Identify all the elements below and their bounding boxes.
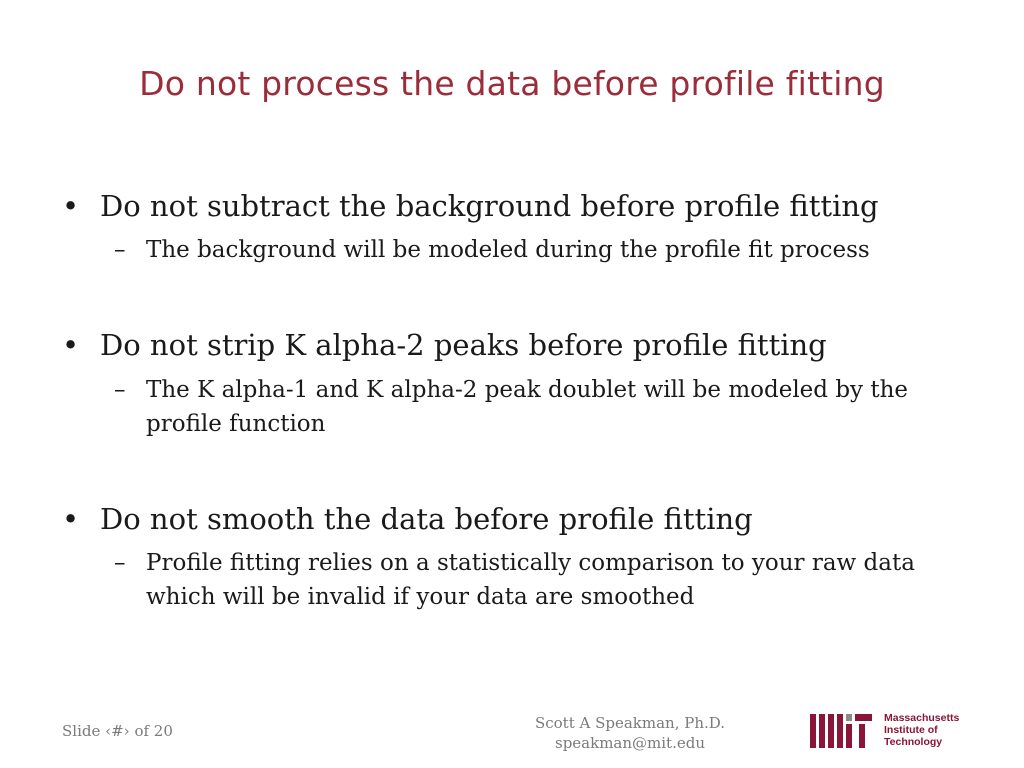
slide-title: Do not process the data before profile fitting bbox=[139, 64, 885, 103]
logo-line: Massachusetts bbox=[884, 712, 960, 724]
bullet-text: Do not smooth the data before profile fitting bbox=[100, 502, 753, 536]
bullet-text: Do not subtract the background before profile fitting bbox=[100, 189, 879, 223]
mit-logo-icon bbox=[810, 714, 872, 748]
dash-icon: – bbox=[114, 550, 126, 576]
slide-number: Slide ‹#› of 20 bbox=[62, 722, 173, 740]
dash-icon: – bbox=[114, 377, 126, 403]
footer-author-block bbox=[520, 713, 740, 753]
sub-bullet-text: The K alpha-1 and K alpha-2 peak doublet will be modeled by the profile function bbox=[146, 377, 909, 437]
logo-line: Institute of bbox=[884, 724, 938, 736]
sub-bullet-text: The background will be modeled during the profile fit process bbox=[146, 237, 870, 263]
bullet-icon: • bbox=[62, 189, 80, 223]
author-email: speakman@mit.edu bbox=[555, 734, 705, 752]
logo-wordmark bbox=[884, 712, 959, 748]
logo-line: Technology bbox=[884, 736, 943, 748]
mit-logo bbox=[810, 712, 980, 752]
bullet-icon: • bbox=[62, 502, 80, 536]
bullet-text: Do not strip K alpha-2 peaks before profile fitting bbox=[100, 328, 827, 362]
sub-bullet-text: Profile fitting relies on a statistically comparison to your raw data which will be invalid if your data are smoothed bbox=[146, 550, 915, 610]
dash-icon: – bbox=[114, 237, 126, 263]
bullet-icon: • bbox=[62, 328, 80, 362]
author-name: Scott A Speakman, Ph.D. bbox=[534, 714, 726, 732]
